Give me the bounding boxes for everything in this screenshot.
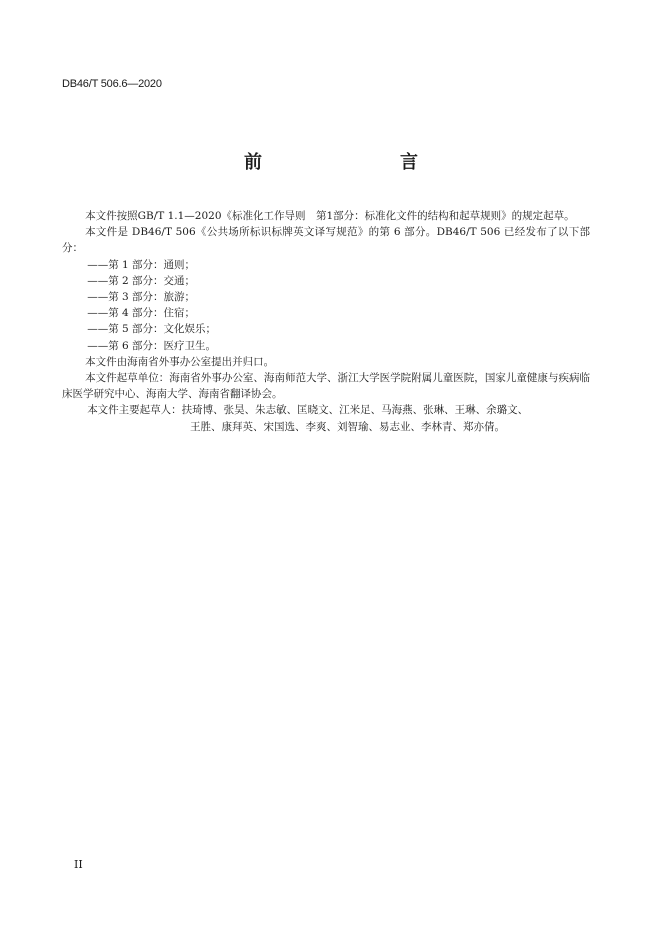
document-body <box>62 208 590 435</box>
list-item: ——第 4 部分：住宿； <box>87 307 196 320</box>
parts-list <box>62 257 590 354</box>
header-code: DB46/T 506.6—2020 <box>62 78 162 90</box>
list-item: ——第 2 部分：交通； <box>87 274 196 287</box>
page-number: II <box>74 858 83 871</box>
paragraph-drafters-line2: 王胜、康拜英、宋国选、李爽、刘智瑜、易志业、李林青、郑亦倩。 <box>190 420 505 433</box>
page-title: 前 言 <box>244 152 452 173</box>
paragraph-drafting-units: 本文件起草单位：海南省外事办公室、海南师范大学、浙江大学医学院附属儿童医院，国家儿童健康与疾病临床医学研究中心、海南大学、海南省翻译协会。 <box>62 372 590 401</box>
paragraph-proposer: 本文件由海南省外事办公室提出并归口。 <box>85 355 275 368</box>
list-item: ——第 3 部分：旅游； <box>87 291 196 304</box>
paragraph-drafters-line1: 本文件主要起草人：扶琦博、张昊、朱志敏、匡晓文、江米足、马海燕、张琳、王琳、余璐文、 <box>87 404 529 417</box>
list-item: ——第 6 部分：医疗卫生。 <box>87 339 217 352</box>
list-item: ——第 5 部分：文化娱乐； <box>87 323 217 336</box>
list-item: ——第 1 部分：通则； <box>87 258 196 271</box>
paragraph-series-intro: 本文件是 DB46/T 506《公共场所标识标牌英文译写规范》的第 6 部分。DB46/T 506 已经发布了以下部分： <box>62 226 590 255</box>
paragraph-standard-basis: 本文件按照GB/T 1.1—2020《标准化工作导则 第1部分：标准化文件的结构和起草规则》的规定起草。 <box>85 210 575 222</box>
